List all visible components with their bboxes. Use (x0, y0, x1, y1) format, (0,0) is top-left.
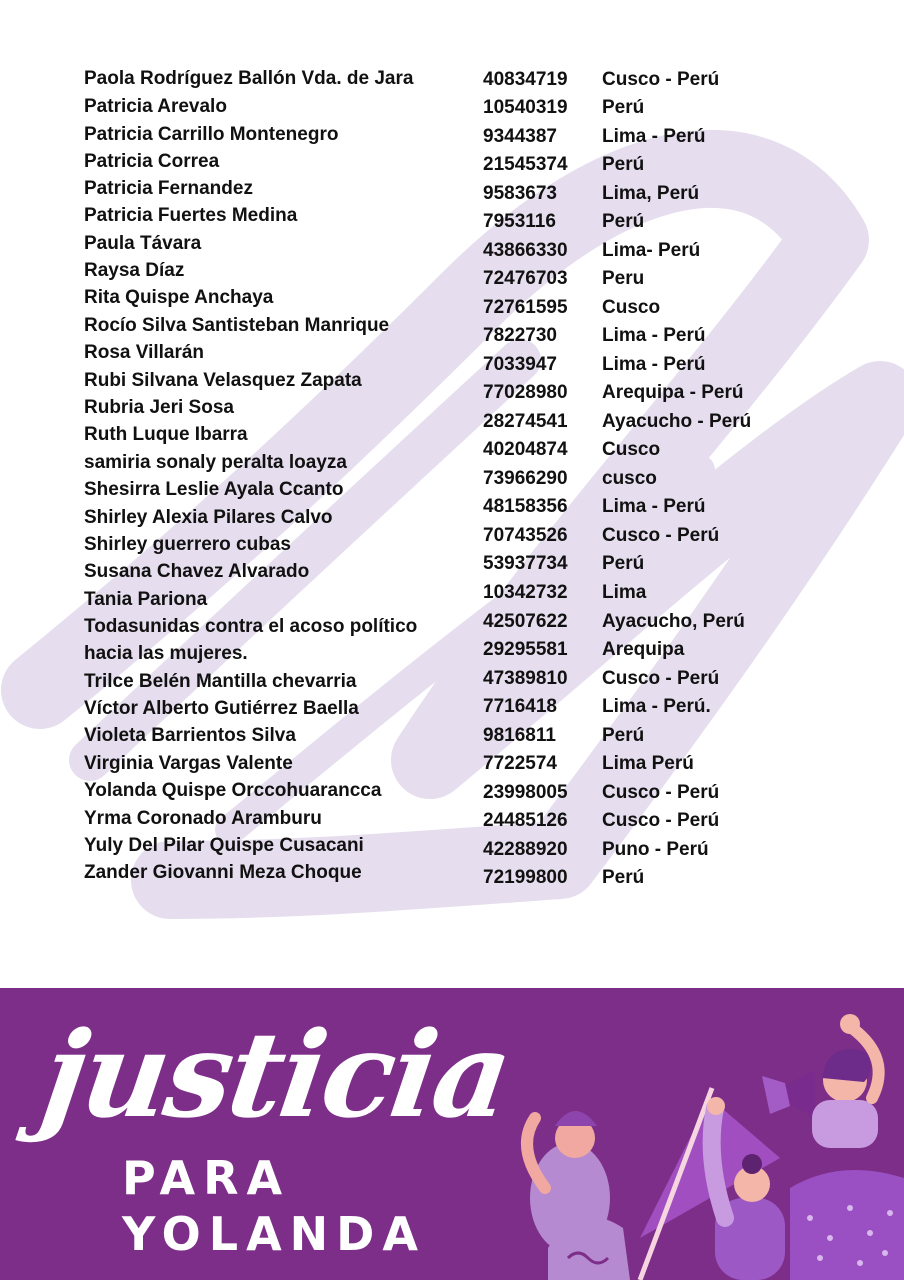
signatory-id: 40834719 (483, 69, 568, 90)
signatory-name: Rosa Villarán (84, 342, 205, 363)
signatory-location: Lima- Perú (602, 240, 701, 261)
signatory-location: Perú (602, 154, 645, 175)
signatory-name: Rita Quispe Anchaya (84, 287, 274, 308)
signatory-id: 53937734 (483, 553, 568, 574)
signatory-name: Patricia Fuertes Medina (84, 205, 298, 226)
signatory-id: 47389810 (483, 668, 568, 689)
signatory-location: Lima Perú (602, 753, 694, 774)
signatory-location: Cusco - Perú (602, 810, 720, 831)
signatory-location: Perú (602, 553, 645, 574)
signatory-location: Lima - Perú (602, 496, 706, 517)
signatory-name: Susana Chavez Alvarado (84, 561, 310, 582)
signatory-id: 72476703 (483, 268, 568, 289)
signatory-id: 28274541 (483, 411, 568, 432)
justice-banner (0, 988, 904, 1280)
signatory-location: Ayacucho - Perú (602, 411, 752, 432)
signatory-location: Cusco - Perú (602, 525, 720, 546)
signatory-location: Arequipa - Perú (602, 382, 744, 403)
signatory-name: Yolanda Quispe Orccohuarancca (84, 780, 382, 801)
signatory-id: 21545374 (483, 154, 568, 175)
signatory-id: 23998005 (483, 782, 568, 803)
signatory-name: Virginia Vargas Valente (84, 753, 293, 774)
signatory-name: Patricia Correa (84, 151, 220, 172)
signatory-location: Perú (602, 97, 645, 118)
signatory-location: cusco (602, 468, 657, 489)
signatory-id: 77028980 (483, 382, 568, 403)
signatory-location: Arequipa (602, 639, 685, 660)
signatory-name: Violeta Barrientos Silva (84, 725, 296, 746)
signatory-id: 72761595 (483, 297, 568, 318)
signatory-id: 43866330 (483, 240, 568, 261)
signatory-id: 10342732 (483, 582, 568, 603)
signatory-name: Yuly Del Pilar Quispe Cusacani (84, 835, 364, 856)
signatory-name: Todasunidas contra el acoso político (84, 616, 418, 637)
signatory-name: Rubria Jeri Sosa (84, 397, 234, 418)
signatory-id: 73966290 (483, 468, 568, 489)
signatory-name: Shesirra Leslie Ayala Ccanto (84, 479, 344, 500)
signatory-id: 7722574 (483, 753, 557, 774)
signatory-id: 48158356 (483, 496, 568, 517)
banner-headline (34, 1000, 540, 1261)
signatory-id: 7033947 (483, 354, 557, 375)
signatory-location: Lima, Perú (602, 183, 700, 204)
signatory-location: Puno - Perú (602, 839, 709, 860)
signatory-location: Perú (602, 725, 645, 746)
signatory-name: Yrma Coronado Aramburu (84, 808, 322, 829)
signatory-location: Cusco - Perú (602, 69, 720, 90)
signatory-name: Patricia Arevalo (84, 96, 227, 117)
signatory-location: Perú (602, 211, 645, 232)
signatory-location: Lima - Perú (602, 354, 706, 375)
signatory-id: 42288920 (483, 839, 568, 860)
signatory-name: Zander Giovanni Meza Choque (84, 862, 362, 883)
signatory-name: samiria sonaly peralta loayza (84, 452, 347, 473)
signatory-name: Trilce Belén Mantilla chevarria (84, 671, 357, 692)
signatory-name: Víctor Alberto Gutiérrez Baella (84, 698, 359, 719)
signatory-id: 9583673 (483, 183, 557, 204)
signatory-location: Peru (602, 268, 645, 289)
signatory-id: 40204874 (483, 439, 568, 460)
signatory-name: Paula Távara (84, 233, 202, 254)
signatory-id: 24485126 (483, 810, 568, 831)
signatory-location: Cusco (602, 297, 661, 318)
signatory-id: 9816811 (483, 725, 556, 746)
signatory-location: Perú (602, 867, 645, 888)
signatory-location: Lima (602, 582, 647, 603)
signatory-location: Cusco (602, 439, 661, 460)
signatory-location: Lima - Perú (602, 325, 706, 346)
signatory-location: Lima - Perú. (602, 696, 711, 717)
signatory-id: 10540319 (483, 97, 568, 118)
signatory-name: Paola Rodríguez Ballón Vda. de Jara (84, 68, 414, 89)
signatory-id: 7716418 (483, 696, 557, 717)
signatory-name: Rubi Silvana Velasquez Zapata (84, 370, 362, 391)
banner-subtitle: PARA YOLANDA (122, 1151, 426, 1261)
signatory-name: Rocío Silva Santisteban Manrique (84, 315, 390, 336)
signatory-name: Raysa Díaz (84, 260, 185, 281)
signatory-name: Patricia Carrillo Montenegro (84, 124, 339, 145)
signatory-name: hacia las mujeres. (84, 643, 248, 664)
signatory-id: 7953116 (483, 211, 556, 232)
signatory-name: Shirley guerrero cubas (84, 534, 291, 555)
signatory-id: 42507622 (483, 611, 568, 632)
banner-script-title: justicia (34, 1005, 518, 1144)
signatory-name: Patricia Fernandez (84, 178, 253, 199)
signatory-id: 70743526 (483, 525, 568, 546)
signatory-name: Shirley Alexia Pilares Calvo (84, 507, 333, 528)
signatory-location: Lima - Perú (602, 126, 706, 147)
signatory-location: Cusco - Perú (602, 668, 720, 689)
signatory-id: 72199800 (483, 867, 568, 888)
signatory-id: 9344387 (483, 126, 557, 147)
signatory-location: Ayacucho, Perú (602, 611, 745, 632)
signatory-name: Tania Pariona (84, 589, 208, 610)
signatory-location: Cusco - Perú (602, 782, 720, 803)
signatory-id: 29295581 (483, 639, 568, 660)
signatory-name: Ruth Luque Ibarra (84, 424, 248, 445)
signatory-id: 7822730 (483, 325, 557, 346)
